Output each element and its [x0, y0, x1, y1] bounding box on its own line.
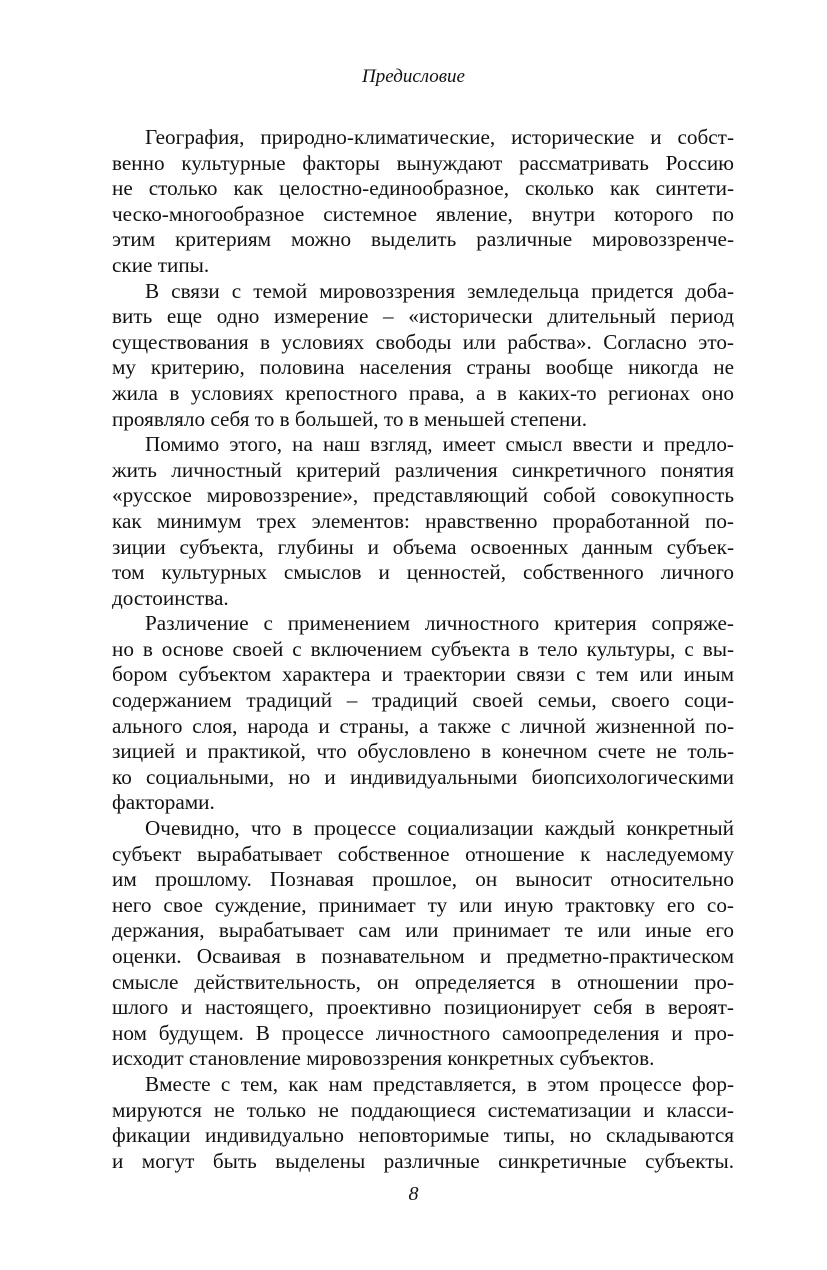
text-line: держания, вырабатывает сам или принимает те или иные его [112, 918, 734, 943]
text-line: содержанием традиций – традиций своей семьи, своего соци- [112, 688, 734, 713]
text-line: исходит становление мировоззрения конкретных субъектов. [112, 1046, 655, 1071]
paragraph [112, 125, 734, 279]
text-line: венно культурные факторы вынуждают рассматривать Россию [112, 150, 734, 175]
text-line: и могут быть выделены различные синкретичные субъекты. [112, 1148, 734, 1173]
text-line: ального слоя, народа и страны, а также с личной жизненной по- [112, 713, 734, 738]
text-line: смысле действительность, он определяется в отношении про- [112, 969, 734, 994]
paragraph [112, 279, 734, 433]
text-line: субъект вырабатывает собственное отношение к наследуемому [112, 841, 734, 866]
text-line: зицией и практикой, что обусловлено в конечном счете не толь- [112, 739, 734, 764]
text-line: Различение с применением личностного критерия сопряже- [145, 611, 734, 636]
text-line: вить еще одно измерение – «исторически длительный период [112, 304, 734, 329]
text-line: му критерию, половина населения страны вообще никогда не [112, 355, 734, 380]
text-line: География, природно-климатические, исторические и собст- [145, 125, 734, 149]
text-line: мируются не только не поддающиеся систематизации и класси- [112, 1097, 734, 1122]
text-line: им прошлому. Познавая прошлое, он выносит относительно [112, 867, 734, 892]
text-line: Помимо этого, на наш взгляд, имеет смысл ввести и предло- [145, 432, 734, 457]
text-line: Вместе с тем, как нам представляется, в этом процессе фор- [145, 1071, 734, 1096]
text-line: фикации индивидуально неповторимые типы, но складываются [112, 1123, 734, 1148]
paragraph [112, 611, 734, 816]
text-line: проявляло себя то в большей, то в меньшей степени. [112, 406, 588, 431]
text-line: «русское мировоззрение», представляющий собой совокупность [112, 483, 734, 508]
text-line: жила в условиях крепостного права, а в каких-то регионах оно [112, 380, 734, 405]
text-line: зиции субъекта, глубины и объема освоенных данным субъек- [112, 534, 734, 559]
paragraph [112, 1072, 734, 1174]
text-line: факторами. [112, 790, 215, 815]
text-line: него свое суждение, принимает ту или иную трактовку его со- [112, 892, 734, 917]
text-line: бором субъектом характера и траектории связи с тем или иным [112, 662, 734, 687]
paragraph [112, 816, 734, 1072]
text-line: но в основе своей с включением субъекта в тело культуры, с вы- [112, 636, 734, 661]
text-line: Очевидно, что в процессе социализации каждый конкретный [145, 816, 734, 841]
paragraph [112, 432, 734, 611]
text-line: В связи с темой мировоззрения земледельца придется доба- [145, 278, 734, 303]
text-line: как минимум трех элементов: нравственно проработанной по- [112, 508, 734, 533]
running-header: Предисловие [362, 66, 465, 87]
text-line: достоинства. [112, 585, 229, 610]
text-line: ческо-многообразное системное явление, внутри которого по [112, 201, 734, 226]
text-line: ном будущем. В процессе личностного самоопределения и про- [112, 1020, 734, 1045]
page-number: 8 [408, 1183, 419, 1205]
text-line: существования в условиях свободы или рабства». Согласно это- [112, 329, 734, 354]
text-line: том культурных смыслов и ценностей, собственного личного [112, 560, 734, 585]
text-line: этим критериям можно выделить различные мировоззренче- [112, 227, 734, 252]
text-line: жить личностный критерий различения синкретичного понятия [112, 457, 734, 482]
text-line: ские типы. [112, 252, 210, 277]
text-line: оценки. Осваивая в познавательном и предметно-практическом [112, 944, 734, 968]
text-line: ко социальными, но и индивидуальными биопсихологическими [112, 764, 734, 789]
body-text [112, 125, 734, 1174]
text-line: не столько как целостно-единообразное, сколько как синтети- [112, 176, 734, 201]
text-line: шлого и настоящего, проективно позиционирует себя в вероят- [112, 995, 734, 1020]
